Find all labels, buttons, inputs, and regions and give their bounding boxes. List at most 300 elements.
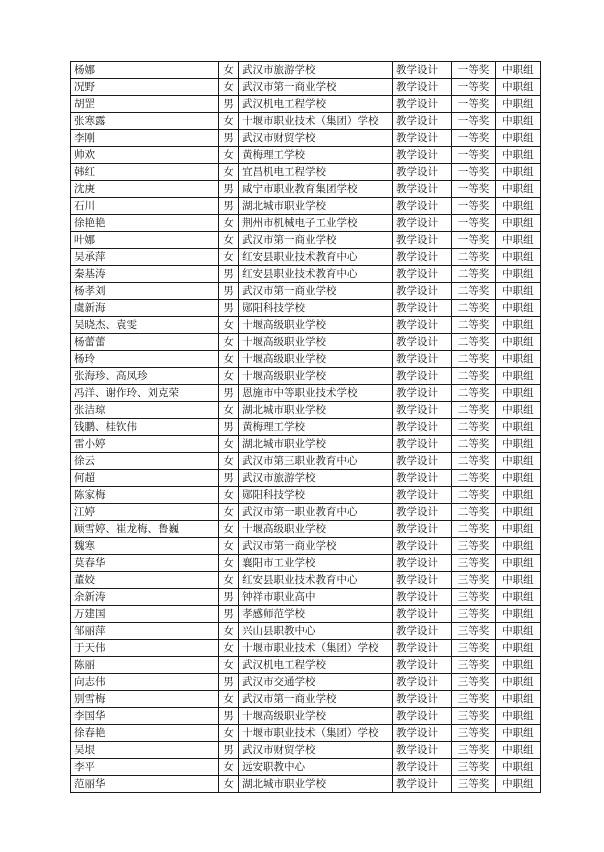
winner-name-cell: 杨孝刘 [71, 283, 219, 300]
winner-name-cell: 张海珍、高凤珍 [71, 368, 219, 385]
category-cell: 教学设计 [393, 96, 452, 113]
category-cell: 教学设计 [393, 453, 452, 470]
school-cell: 武汉机电工程学校 [239, 96, 393, 113]
category-cell: 教学设计 [393, 504, 452, 521]
award-level-cell: 一等奖 [452, 96, 495, 113]
table-row [71, 249, 541, 266]
group-cell: 中职组 [495, 674, 540, 691]
table-row [71, 759, 541, 776]
school-cell: 兴山县职教中心 [239, 623, 393, 640]
group-cell: 中职组 [495, 215, 540, 232]
category-cell: 教学设计 [393, 317, 452, 334]
table-row [71, 708, 541, 725]
winner-name-cell: 秦基涛 [71, 266, 219, 283]
category-cell: 教学设计 [393, 419, 452, 436]
winner-name-cell: 李国华 [71, 708, 219, 725]
table-row [71, 538, 541, 555]
gender-cell: 男 [218, 96, 238, 113]
group-cell: 中职组 [495, 708, 540, 725]
winner-name-cell: 陈丽 [71, 657, 219, 674]
group-cell: 中职组 [495, 606, 540, 623]
gender-cell: 女 [218, 113, 238, 130]
award-level-cell: 三等奖 [452, 691, 495, 708]
group-cell: 中职组 [495, 776, 540, 793]
category-cell: 教学设计 [393, 215, 452, 232]
table-row [71, 283, 541, 300]
school-cell: 湖北城市职业学校 [239, 776, 393, 793]
school-cell: 十堰市职业技术（集团）学校 [239, 113, 393, 130]
gender-cell: 女 [218, 640, 238, 657]
award-level-cell: 一等奖 [452, 232, 495, 249]
school-cell: 武汉市第一职业教育中心 [239, 504, 393, 521]
group-cell: 中职组 [495, 113, 540, 130]
category-cell: 教学设计 [393, 249, 452, 266]
table-row [71, 436, 541, 453]
award-level-cell: 二等奖 [452, 453, 495, 470]
winner-name-cell: 帅欢 [71, 147, 219, 164]
group-cell: 中职组 [495, 436, 540, 453]
group-cell: 中职组 [495, 657, 540, 674]
winner-name-cell: 向志伟 [71, 674, 219, 691]
group-cell: 中职组 [495, 725, 540, 742]
school-cell: 郧阳科技学校 [239, 300, 393, 317]
group-cell: 中职组 [495, 130, 540, 147]
category-cell: 教学设计 [393, 130, 452, 147]
winner-name-cell: 吴垠 [71, 742, 219, 759]
group-cell: 中职组 [495, 147, 540, 164]
winner-name-cell: 杨玲 [71, 351, 219, 368]
gender-cell: 女 [218, 623, 238, 640]
gender-cell: 女 [218, 436, 238, 453]
group-cell: 中职组 [495, 249, 540, 266]
table-row [71, 181, 541, 198]
category-cell: 教学设计 [393, 521, 452, 538]
category-cell: 教学设计 [393, 776, 452, 793]
school-cell: 武汉市财贸学校 [239, 742, 393, 759]
award-level-cell: 三等奖 [452, 759, 495, 776]
gender-cell: 女 [218, 691, 238, 708]
category-cell: 教学设计 [393, 147, 452, 164]
category-cell: 教学设计 [393, 181, 452, 198]
gender-cell: 女 [218, 657, 238, 674]
award-level-cell: 一等奖 [452, 164, 495, 181]
category-cell: 教学设计 [393, 555, 452, 572]
winner-name-cell: 冯洋、谢作玲、刘克荣 [71, 385, 219, 402]
table-row [71, 351, 541, 368]
award-level-cell: 二等奖 [452, 521, 495, 538]
category-cell: 教学设计 [393, 589, 452, 606]
winner-name-cell: 张寒露 [71, 113, 219, 130]
group-cell: 中职组 [495, 300, 540, 317]
group-cell: 中职组 [495, 742, 540, 759]
group-cell: 中职组 [495, 470, 540, 487]
category-cell: 教学设计 [393, 62, 452, 79]
award-level-cell: 二等奖 [452, 334, 495, 351]
school-cell: 十堰市职业技术（集团）学校 [239, 725, 393, 742]
table-body [71, 62, 541, 793]
group-cell: 中职组 [495, 334, 540, 351]
table-row [71, 198, 541, 215]
gender-cell: 女 [218, 504, 238, 521]
school-cell: 武汉市第三职业教育中心 [239, 453, 393, 470]
school-cell: 远安职教中心 [239, 759, 393, 776]
category-cell: 教学设计 [393, 623, 452, 640]
school-cell: 十堰高级职业学校 [239, 708, 393, 725]
gender-cell: 女 [218, 334, 238, 351]
winner-name-cell: 张洁琼 [71, 402, 219, 419]
school-cell: 咸宁市职业教育集团学校 [239, 181, 393, 198]
winner-name-cell: 莫春华 [71, 555, 219, 572]
table-row [71, 79, 541, 96]
winner-name-cell: 胡罡 [71, 96, 219, 113]
table-row [71, 742, 541, 759]
group-cell: 中职组 [495, 453, 540, 470]
table-row [71, 504, 541, 521]
award-level-cell: 二等奖 [452, 402, 495, 419]
winner-name-cell: 魏寒 [71, 538, 219, 555]
table-row [71, 640, 541, 657]
award-level-cell: 二等奖 [452, 470, 495, 487]
gender-cell: 女 [218, 487, 238, 504]
award-level-cell: 三等奖 [452, 555, 495, 572]
school-cell: 武汉市财贸学校 [239, 130, 393, 147]
school-cell: 十堰高级职业学校 [239, 521, 393, 538]
group-cell: 中职组 [495, 691, 540, 708]
gender-cell: 女 [218, 62, 238, 79]
award-level-cell: 二等奖 [452, 283, 495, 300]
category-cell: 教学设计 [393, 402, 452, 419]
group-cell: 中职组 [495, 232, 540, 249]
category-cell: 教学设计 [393, 470, 452, 487]
table-row [71, 215, 541, 232]
gender-cell: 女 [218, 164, 238, 181]
gender-cell: 女 [218, 351, 238, 368]
award-level-cell: 二等奖 [452, 385, 495, 402]
school-cell: 十堰高级职业学校 [239, 351, 393, 368]
winner-name-cell: 江婷 [71, 504, 219, 521]
winner-name-cell: 徐云 [71, 453, 219, 470]
group-cell: 中职组 [495, 504, 540, 521]
group-cell: 中职组 [495, 419, 540, 436]
gender-cell: 女 [218, 79, 238, 96]
table-row [71, 555, 541, 572]
category-cell: 教学设计 [393, 283, 452, 300]
table-row [71, 725, 541, 742]
winner-name-cell: 雷小婷 [71, 436, 219, 453]
category-cell: 教学设计 [393, 640, 452, 657]
gender-cell: 男 [218, 198, 238, 215]
table-row [71, 334, 541, 351]
group-cell: 中职组 [495, 572, 540, 589]
award-table [70, 61, 541, 793]
winner-name-cell: 别雪梅 [71, 691, 219, 708]
category-cell: 教学设计 [393, 725, 452, 742]
school-cell: 武汉市第一商业学校 [239, 232, 393, 249]
winner-name-cell: 董姣 [71, 572, 219, 589]
gender-cell: 女 [218, 147, 238, 164]
winner-name-cell: 石川 [71, 198, 219, 215]
award-level-cell: 二等奖 [452, 436, 495, 453]
award-level-cell: 三等奖 [452, 708, 495, 725]
gender-cell: 男 [218, 130, 238, 147]
gender-cell: 男 [218, 742, 238, 759]
category-cell: 教学设计 [393, 351, 452, 368]
category-cell: 教学设计 [393, 198, 452, 215]
group-cell: 中职组 [495, 385, 540, 402]
category-cell: 教学设计 [393, 606, 452, 623]
award-level-cell: 一等奖 [452, 181, 495, 198]
table-row [71, 232, 541, 249]
school-cell: 孝感师范学校 [239, 606, 393, 623]
table-row [71, 572, 541, 589]
table-row [71, 62, 541, 79]
group-cell: 中职组 [495, 368, 540, 385]
group-cell: 中职组 [495, 402, 540, 419]
award-level-cell: 一等奖 [452, 215, 495, 232]
gender-cell: 女 [218, 368, 238, 385]
group-cell: 中职组 [495, 62, 540, 79]
group-cell: 中职组 [495, 759, 540, 776]
school-cell: 十堰高级职业学校 [239, 334, 393, 351]
group-cell: 中职组 [495, 351, 540, 368]
group-cell: 中职组 [495, 487, 540, 504]
group-cell: 中职组 [495, 198, 540, 215]
award-level-cell: 一等奖 [452, 147, 495, 164]
gender-cell: 男 [218, 589, 238, 606]
table-row [71, 96, 541, 113]
category-cell: 教学设计 [393, 674, 452, 691]
category-cell: 教学设计 [393, 708, 452, 725]
gender-cell: 女 [218, 249, 238, 266]
gender-cell: 女 [218, 402, 238, 419]
category-cell: 教学设计 [393, 436, 452, 453]
award-level-cell: 一等奖 [452, 62, 495, 79]
gender-cell: 女 [218, 453, 238, 470]
table-row [71, 385, 541, 402]
table-row [71, 266, 541, 283]
school-cell: 十堰高级职业学校 [239, 368, 393, 385]
winner-name-cell: 李平 [71, 759, 219, 776]
winner-name-cell: 顾雪婷、崔龙梅、鲁巍 [71, 521, 219, 538]
winner-name-cell: 邹丽萍 [71, 623, 219, 640]
gender-cell: 男 [218, 385, 238, 402]
school-cell: 武汉市第一商业学校 [239, 691, 393, 708]
winner-name-cell: 范丽华 [71, 776, 219, 793]
gender-cell: 男 [218, 708, 238, 725]
winner-name-cell: 杨娜 [71, 62, 219, 79]
category-cell: 教学设计 [393, 232, 452, 249]
award-level-cell: 三等奖 [452, 572, 495, 589]
table-row [71, 487, 541, 504]
table-row [71, 419, 541, 436]
group-cell: 中职组 [495, 555, 540, 572]
gender-cell: 女 [218, 521, 238, 538]
table-row [71, 606, 541, 623]
gender-cell: 女 [218, 776, 238, 793]
award-level-cell: 二等奖 [452, 249, 495, 266]
table-row [71, 691, 541, 708]
award-level-cell: 三等奖 [452, 725, 495, 742]
school-cell: 武汉市交通学校 [239, 674, 393, 691]
school-cell: 钟祥市职业高中 [239, 589, 393, 606]
category-cell: 教学设计 [393, 572, 452, 589]
winner-name-cell: 吴承萍 [71, 249, 219, 266]
winner-name-cell: 况野 [71, 79, 219, 96]
winner-name-cell: 徐春艳 [71, 725, 219, 742]
group-cell: 中职组 [495, 79, 540, 96]
school-cell: 武汉市第一商业学校 [239, 79, 393, 96]
table-row [71, 300, 541, 317]
school-cell: 十堰高级职业学校 [239, 317, 393, 334]
school-cell: 武汉机电工程学校 [239, 657, 393, 674]
table-row [71, 589, 541, 606]
category-cell: 教学设计 [393, 334, 452, 351]
award-level-cell: 三等奖 [452, 640, 495, 657]
award-level-cell: 三等奖 [452, 742, 495, 759]
winner-name-cell: 叶娜 [71, 232, 219, 249]
award-level-cell: 一等奖 [452, 113, 495, 130]
school-cell: 襄阳市工业学校 [239, 555, 393, 572]
award-level-cell: 二等奖 [452, 317, 495, 334]
gender-cell: 女 [218, 759, 238, 776]
gender-cell: 女 [218, 538, 238, 555]
school-cell: 武汉市旅游学校 [239, 62, 393, 79]
gender-cell: 男 [218, 470, 238, 487]
table-row [71, 776, 541, 793]
group-cell: 中职组 [495, 623, 540, 640]
award-level-cell: 三等奖 [452, 674, 495, 691]
category-cell: 教学设计 [393, 79, 452, 96]
school-cell: 武汉市第一商业学校 [239, 283, 393, 300]
school-cell: 湖北城市职业学校 [239, 436, 393, 453]
award-level-cell: 三等奖 [452, 606, 495, 623]
table-row [71, 657, 541, 674]
category-cell: 教学设计 [393, 368, 452, 385]
winner-name-cell: 沈庚 [71, 181, 219, 198]
award-level-cell: 三等奖 [452, 657, 495, 674]
school-cell: 红安县职业技术教育中心 [239, 572, 393, 589]
group-cell: 中职组 [495, 538, 540, 555]
group-cell: 中职组 [495, 283, 540, 300]
award-level-cell: 一等奖 [452, 79, 495, 96]
table-row [71, 147, 541, 164]
gender-cell: 女 [218, 572, 238, 589]
group-cell: 中职组 [495, 521, 540, 538]
category-cell: 教学设计 [393, 487, 452, 504]
gender-cell: 男 [218, 419, 238, 436]
gender-cell: 女 [218, 215, 238, 232]
winner-name-cell: 钱鹏、桂钦伟 [71, 419, 219, 436]
winner-name-cell: 杨蕾蕾 [71, 334, 219, 351]
gender-cell: 男 [218, 266, 238, 283]
group-cell: 中职组 [495, 164, 540, 181]
school-cell: 武汉市旅游学校 [239, 470, 393, 487]
school-cell: 恩施市中等职业技术学校 [239, 385, 393, 402]
group-cell: 中职组 [495, 640, 540, 657]
award-level-cell: 二等奖 [452, 351, 495, 368]
table-row [71, 453, 541, 470]
gender-cell: 男 [218, 300, 238, 317]
gender-cell: 男 [218, 181, 238, 198]
winner-name-cell: 陈家梅 [71, 487, 219, 504]
winner-name-cell: 于天伟 [71, 640, 219, 657]
group-cell: 中职组 [495, 589, 540, 606]
table-row [71, 130, 541, 147]
category-cell: 教学设计 [393, 759, 452, 776]
award-level-cell: 三等奖 [452, 623, 495, 640]
category-cell: 教学设计 [393, 300, 452, 317]
gender-cell: 女 [218, 555, 238, 572]
winner-name-cell: 李刚 [71, 130, 219, 147]
school-cell: 武汉市第一商业学校 [239, 538, 393, 555]
group-cell: 中职组 [495, 266, 540, 283]
table-row [71, 623, 541, 640]
school-cell: 宜昌机电工程学校 [239, 164, 393, 181]
school-cell: 荆州市机械电子工业学校 [239, 215, 393, 232]
category-cell: 教学设计 [393, 657, 452, 674]
gender-cell: 男 [218, 674, 238, 691]
award-level-cell: 二等奖 [452, 419, 495, 436]
winner-name-cell: 韩红 [71, 164, 219, 181]
gender-cell: 男 [218, 283, 238, 300]
award-level-cell: 二等奖 [452, 300, 495, 317]
gender-cell: 女 [218, 725, 238, 742]
award-level-cell: 二等奖 [452, 504, 495, 521]
school-cell: 红安县职业技术教育中心 [239, 249, 393, 266]
table-row [71, 368, 541, 385]
school-cell: 郧阳科技学校 [239, 487, 393, 504]
category-cell: 教学设计 [393, 691, 452, 708]
school-cell: 黄梅理工学校 [239, 419, 393, 436]
gender-cell: 男 [218, 606, 238, 623]
group-cell: 中职组 [495, 317, 540, 334]
award-level-cell: 二等奖 [452, 487, 495, 504]
school-cell: 湖北城市职业学校 [239, 198, 393, 215]
award-level-cell: 三等奖 [452, 538, 495, 555]
gender-cell: 女 [218, 317, 238, 334]
table-row [71, 674, 541, 691]
table-row [71, 164, 541, 181]
award-level-cell: 二等奖 [452, 266, 495, 283]
award-level-cell: 三等奖 [452, 776, 495, 793]
table-row [71, 470, 541, 487]
award-level-cell: 一等奖 [452, 198, 495, 215]
table-row [71, 402, 541, 419]
category-cell: 教学设计 [393, 113, 452, 130]
award-level-cell: 一等奖 [452, 130, 495, 147]
award-level-cell: 二等奖 [452, 368, 495, 385]
category-cell: 教学设计 [393, 385, 452, 402]
group-cell: 中职组 [495, 96, 540, 113]
table-row [71, 113, 541, 130]
category-cell: 教学设计 [393, 266, 452, 283]
category-cell: 教学设计 [393, 742, 452, 759]
school-cell: 十堰市职业技术（集团）学校 [239, 640, 393, 657]
school-cell: 黄梅理工学校 [239, 147, 393, 164]
category-cell: 教学设计 [393, 164, 452, 181]
school-cell: 湖北城市职业学校 [239, 402, 393, 419]
winner-name-cell: 余新涛 [71, 589, 219, 606]
winner-name-cell: 徐艳艳 [71, 215, 219, 232]
table-row [71, 317, 541, 334]
winner-name-cell: 吴晓杰、袁雯 [71, 317, 219, 334]
group-cell: 中职组 [495, 181, 540, 198]
winner-name-cell: 万建国 [71, 606, 219, 623]
winner-name-cell: 虞新海 [71, 300, 219, 317]
winner-name-cell: 何超 [71, 470, 219, 487]
award-level-cell: 三等奖 [452, 589, 495, 606]
table-row [71, 521, 541, 538]
